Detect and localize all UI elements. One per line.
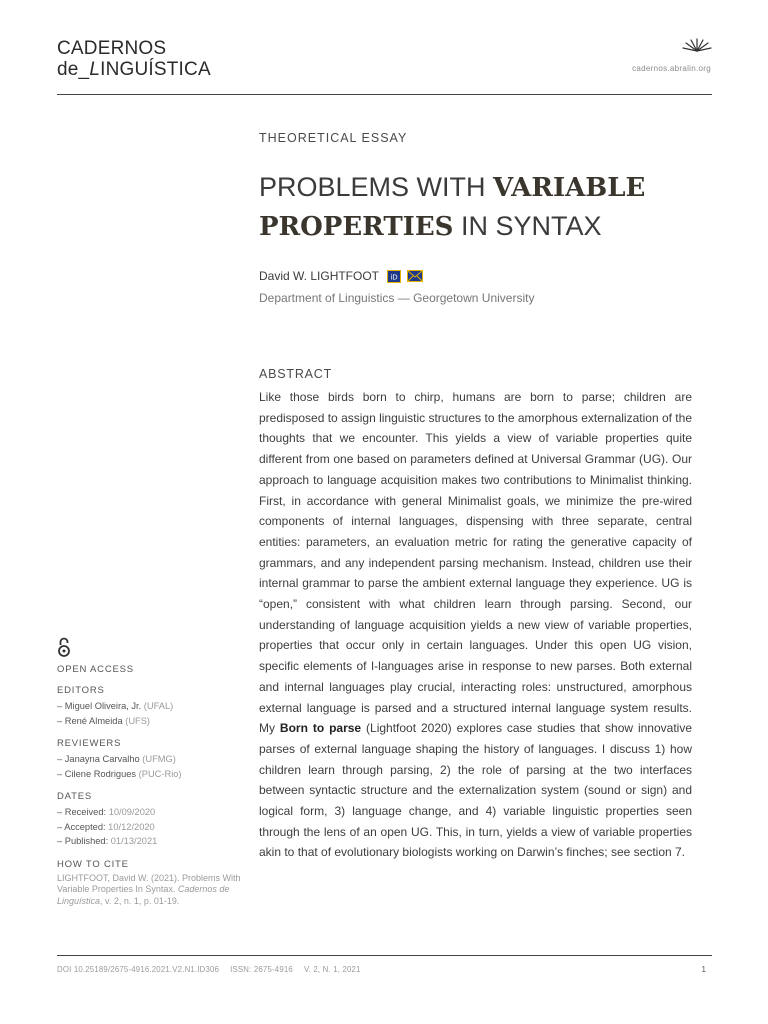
article-title: PROBLEMS WITH VARIABLE PROPERTIES IN SYNTAX: [259, 172, 646, 242]
book-title: Born to parse: [279, 721, 362, 736]
author-name: David W. LIGHTFOOT: [259, 269, 380, 283]
open-access-icon: [57, 636, 71, 658]
footer-divider: [57, 955, 712, 956]
editor-item: – René Almeida (UFS): [57, 715, 151, 726]
journal-name-line2: de_LINGUÍSTICA: [57, 59, 211, 80]
editor-item: – Miguel Oliveira, Jr. (UFAL): [57, 701, 174, 711]
reviewer-item: – Janayna Carvalho (UFMG): [57, 754, 176, 764]
date-received: – Received: 10/09/2020: [57, 807, 156, 817]
footer-meta: [57, 965, 372, 974]
citation-heading: HOW TO CITE: [57, 858, 129, 870]
editors-heading: EDITORS: [57, 685, 105, 696]
journal-website[interactable]: cadernos.abralin.org: [632, 64, 711, 73]
journal-name-line1: CADERNOS: [57, 38, 167, 59]
reviewer-item: – Cilene Rodrigues (PUC-Rio): [57, 768, 182, 779]
author-affiliation: Department of Linguistics — Georgetown University: [259, 291, 535, 305]
abstract-body: Like those birds born to chirp, humans are born to parse; children are predisposed to assign linguistic structures to the amorphous externalization of the thoughts that we encounter. This yields a view of variable properties quite different from one based on parameters defined at Universal Grammar (UG). Our approach to language acquisition makes two contributions to Minimalist thinking. First, in accordance with general Minimalist goals, we minimize the pre-wired components of internal languages, dispensing with three separate, central entities: parameters, an evaluation metric for rating the generative capacity of grammars, and any independent parsing mechanism. Instead, children use their internal grammar to parse the ambient external language they experience. UG is “open,” consistent with what children learn through parsing. Second, our understanding of language acquisition yields a new view of variable properties, properties that occur only in certain languages. Under this open UG vision, specific elements of I-languages arise in response to new parses. Both external and internal languages play crucial, interacting roles: unstructured, amorphous external language is parsed and a structured internal language system results. My Born to parse (Lightfoot 2020) explores case studies that show innovative parses of external language shaping the history of languages. I discuss 1) how children learn through parsing, 2) the role of parsing at the two interfaces between syntactic structure and the externalization system (sound or sign) and logical form, 3) language change, and 4) variable linguistic properties seen through the lens of an open UG. This, in turn, yields a view of variable properties akin to that of evolutionary biologists working on Darwin’s finches; see section 7.: [259, 390, 692, 860]
page-number: 1: [701, 965, 706, 974]
svg-text:iD: iD: [390, 273, 398, 281]
article-type: THEORETICAL ESSAY: [259, 131, 408, 145]
header-divider: [57, 94, 712, 95]
doi-link[interactable]: DOI 10.25189/2675-4916.2021.V2.N1.ID306: [57, 965, 220, 974]
citation-text: LIGHTFOOT, David W. (2021). Problems With Variable Properties In Syntax. Cadernos de Linguística, v. 2, n. 1, p. 01-19.: [57, 872, 241, 906]
date-accepted: – Accepted: 10/12/2020: [57, 821, 155, 832]
reviewers-heading: REVIEWERS: [57, 738, 122, 749]
editors-section: [57, 685, 242, 728]
article-sidebar: [57, 636, 242, 917]
dates-section: [57, 791, 242, 849]
abstract-heading: ABSTRACT: [259, 367, 333, 381]
orcid-icon[interactable]: [387, 270, 401, 283]
issn: ISSN: 2675-4916: [230, 965, 293, 974]
journal-logo: [57, 38, 211, 80]
author-line: [259, 269, 424, 283]
sun-logo-icon: [682, 38, 712, 52]
volume-info: V. 2, N. 1, 2021: [303, 965, 361, 974]
citation-section: [57, 859, 242, 908]
open-access-label: OPEN ACCESS: [57, 664, 134, 675]
dates-heading: DATES: [57, 791, 92, 802]
date-published: – Published: 01/13/2021: [57, 836, 158, 846]
email-icon[interactable]: [406, 270, 424, 282]
reviewers-section: [57, 738, 242, 781]
